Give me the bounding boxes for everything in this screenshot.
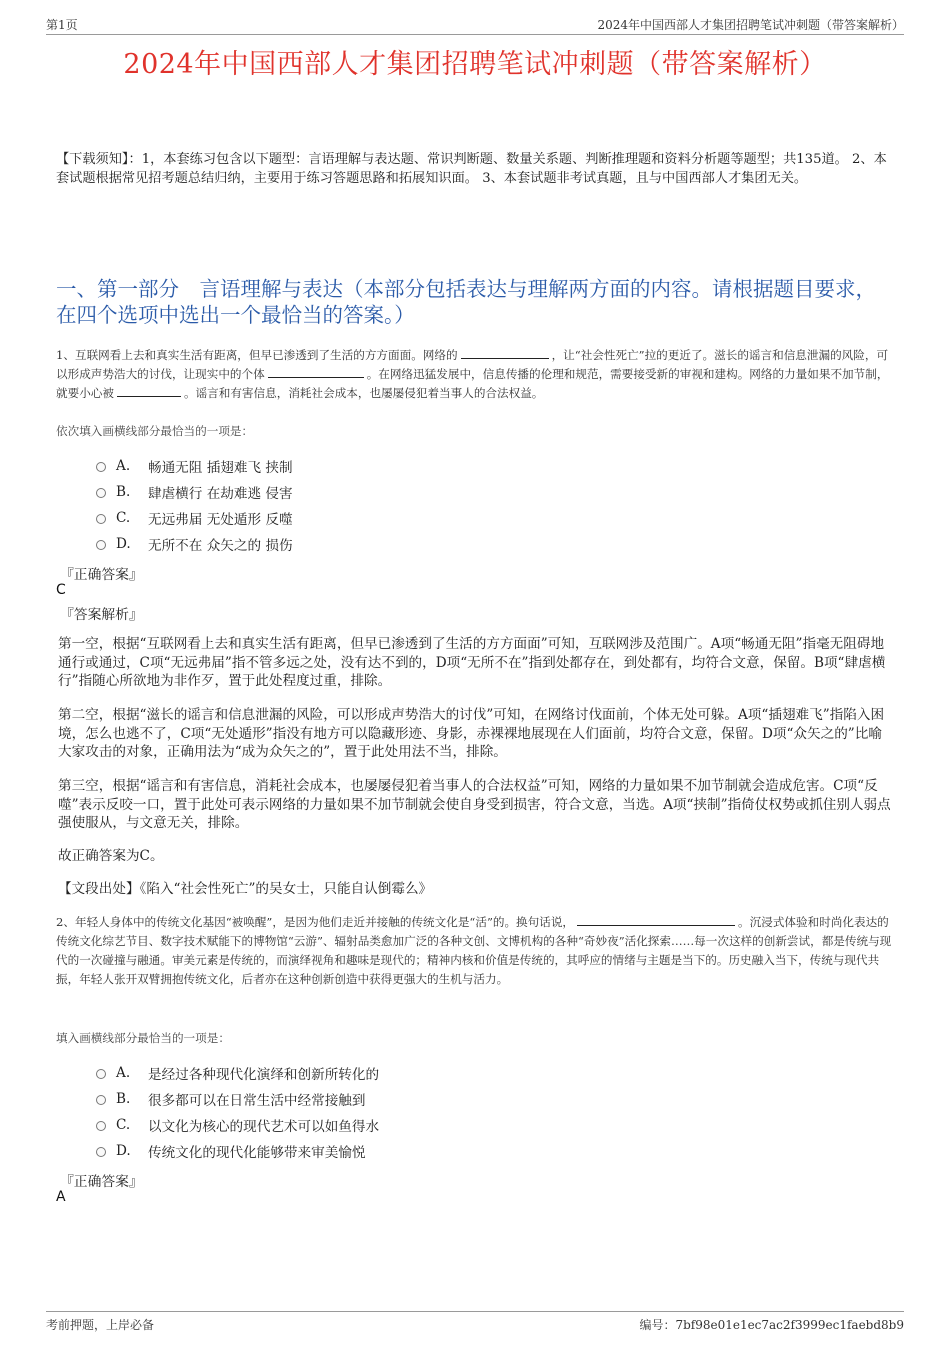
q1-text-1: 1、互联网看上去和真实生活有距离，但早已渗透到了生活的方方面面。网络的 [56, 348, 458, 362]
option-d[interactable]: D. 传统文化的现代化能够带来审美愉悦 [96, 1138, 379, 1164]
option-a[interactable]: A. 畅通无阻 插翅难飞 挟制 [96, 453, 293, 479]
q1-text-4: 。谣言和有害信息，消耗社会成本，也屡屡侵犯着当事人的合法权益。 [183, 386, 544, 400]
question-1-prompt: 依次填入画横线部分最恰当的一项是： [56, 424, 254, 438]
question-1-options [96, 453, 293, 557]
question-2-options [96, 1060, 379, 1164]
option-d[interactable]: D. 无所不在 众矢之的 损伤 [96, 531, 293, 557]
q1-text-2: ，让“社会性死亡”拉的更近了。滋长的谣言和信息泄漏的风险，可以形成声势浩大的讨伐，让现实中的个体 [56, 348, 889, 381]
header-doc-title: 2024年中国西部人才集团招聘笔试冲刺题（带答案解析） [597, 18, 904, 32]
blank-q2 [577, 913, 735, 926]
answer-label: 『正确答案』 [60, 567, 143, 583]
answer-value: C [56, 582, 66, 598]
radio-icon[interactable] [96, 462, 106, 472]
download-notice: 【下载须知】：1，本套练习包含以下题型：言语理解与表达题、常识判断题、数量关系题、判断推理题和资料分析题等题型；共135道。 2、本套试题根据常见招考题总结归纳，主要用于练习答题思路和拓展知识面。 3、本套试题非考试真题，且与中国西部人才集团无关。 [56, 152, 887, 186]
option-b[interactable]: B. 肆虐横行 在劫难逃 侵害 [96, 479, 293, 505]
page-title: 2024年中国西部人才集团招聘笔试冲刺题（带答案解析） [123, 49, 827, 80]
radio-icon[interactable] [96, 1147, 106, 1157]
question-2-prompt: 填入画横线部分最恰当的一项是： [56, 1031, 230, 1045]
q1-text-3: 。在网络迅猛发展中，信息传播的伦理和规范，需要接受新的审视和建构。网络的力量如果不加节制，就要小心被 [56, 367, 889, 400]
text-source: 【文段出处】《陷入“社会性死亡”的吴女士，只能自认倒霉么》 [58, 881, 433, 897]
q2-text-1: 2、年轻人身体中的传统文化基因“被唤醒”，是因为他们走近并接触的传统文化是“活”的。换句话说， [56, 915, 575, 929]
blank-2 [268, 365, 364, 378]
footer-serial: 编号：7bf98e01e1ec7ac2f3999ec1faebd8b9 [639, 1318, 904, 1332]
radio-icon[interactable] [96, 1121, 106, 1131]
analysis-paragraph-2: 第二空，根据“滋长的谣言和信息泄漏的风险，可以形成声势浩大的讨伐”可知，在网络讨伐面前，个体无处可躲。A项“插翅难飞”指陷入困境，怎么也逃不了，C项“无处遁形”指没有地方可以隐藏形迹、身影，赤裸裸地展现在人们面前，均符合文意，保留。D项“众矢之的”比喻大家攻击的对象，正确用法为“成为众矢之的”，置于此处用法不当，排除。 [58, 707, 885, 760]
analysis-label: 『答案解析』 [60, 607, 143, 623]
radio-icon[interactable] [96, 488, 106, 498]
radio-icon[interactable] [96, 1095, 106, 1105]
radio-icon[interactable] [96, 1069, 106, 1079]
footer-slogan: 考前押题，上岸必备 [46, 1318, 155, 1332]
blank-1 [461, 346, 549, 359]
answer-value: A [56, 1189, 66, 1205]
question-2-stem [56, 913, 898, 989]
page-footer [46, 1311, 904, 1334]
page-number: 第1页 [46, 18, 78, 32]
page-header [46, 14, 904, 35]
blank-3 [117, 384, 181, 397]
radio-icon[interactable] [96, 540, 106, 550]
analysis-paragraph-3: 第三空，根据“谣言和有害信息，消耗社会成本，也屡屡侵犯着当事人的合法权益”可知，网络的力量如果不加节制就会造成危害。C项“反噬”表示反咬一口，置于此处可表示网络的力量如果不加节制就会使自身受到损害，符合文意，当选。A项“挟制”指倚仗权势或抓住别人弱点强使服从，与文意无关，排除。 [58, 778, 891, 831]
analysis-conclusion: 故正确答案为C。 [58, 848, 164, 864]
radio-icon[interactable] [96, 514, 106, 524]
option-b[interactable]: B. 很多都可以在日常生活中经常接触到 [96, 1086, 379, 1112]
q2-text-2: 。沉浸式体验和时尚化表达的传统文化综艺节目、数字技术赋能下的博物馆“云游”、辐射品类愈加广泛的各种文创、文博机构的各种“奇妙夜”活化探索……每一次这样的创新尝试，都是传统与现代的一次碰撞与融通。审美元素是传统的，而演绎视角和趣味是现代的；精神内核和价值是传统的，其呼应的情绪与主题是当下的。历史融入当下，传统与现代共振，年轻人张开双臂拥抱传统文化，后者亦在这种创新创造中获得更强大的生机与活力。 [56, 915, 892, 986]
analysis-paragraph-1: 第一空，根据“互联网看上去和真实生活有距离，但早已渗透到了生活的方方面面”可知，互联网涉及范围广。A项“畅通无阻”指毫无阻碍地通行或通过，C项“无远弗届”指不管多远之处，没有达不到的，D项“无所不在”指到处都存在，到处都有，均符合文意，保留。B项“肆虐横行”指随心所欲地为非作歹，置于此处程度过重，排除。 [58, 636, 886, 689]
question-1-stem [56, 346, 898, 403]
option-c[interactable]: C. 无远弗届 无处遁形 反噬 [96, 505, 293, 531]
section-heading: 一、第一部分 言语理解与表达（本部分包括表达与理解两方面的内容。请根据题目要求，在四个选项中选出一个最恰当的答案。） [56, 277, 876, 327]
option-a[interactable]: A. 是经过各种现代化演绎和创新所转化的 [96, 1060, 379, 1086]
answer-label: 『正确答案』 [60, 1174, 143, 1190]
option-c[interactable]: C. 以文化为核心的现代艺术可以如鱼得水 [96, 1112, 379, 1138]
